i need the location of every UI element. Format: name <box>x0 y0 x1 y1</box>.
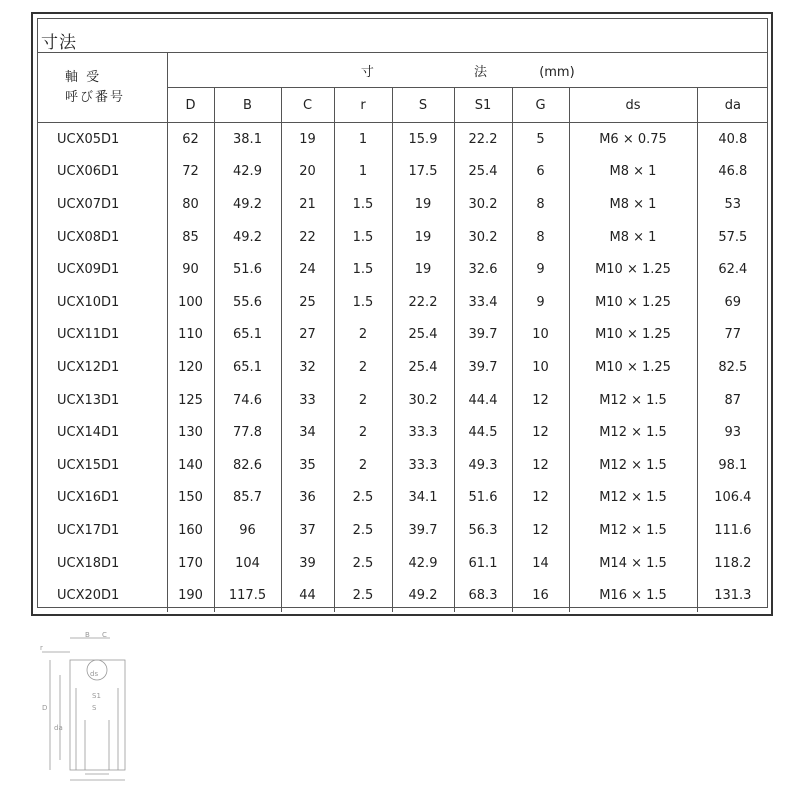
cell-s1: 33.4 <box>454 286 512 319</box>
cell-da: 46.8 <box>718 164 748 180</box>
bearing-drawing <box>30 630 140 790</box>
cell-d: 125 <box>167 384 214 417</box>
cell-r: 1.5 <box>334 221 392 254</box>
cell-s1: 61.1 <box>454 547 512 580</box>
drawing-label-ds: ds <box>90 670 99 678</box>
drawing-label-b: B <box>85 631 90 639</box>
column-header-da: da <box>697 88 768 123</box>
cell-r: 2.5 <box>334 579 392 612</box>
table-row <box>37 351 768 384</box>
cell-da: 40.8 <box>718 131 748 147</box>
cell-s1: 39.7 <box>454 351 512 384</box>
cell-g: 9 <box>512 286 569 319</box>
drawing-label-c: C <box>102 631 107 639</box>
column-header-s1: S1 <box>454 88 512 123</box>
cell-s1: 51.6 <box>454 482 512 515</box>
cell-ds: M12 × 1.5 <box>569 416 697 449</box>
cell-s: 19 <box>392 188 454 221</box>
bearing-number-cell: UCX14D1 <box>37 416 167 449</box>
cell-r: 2 <box>334 351 392 384</box>
cell-d: 190 <box>167 579 214 612</box>
cell-r: 2 <box>334 449 392 482</box>
cell-b: 42.9 <box>214 156 281 189</box>
cell-d: 90 <box>167 253 214 286</box>
drawing-label-r: r <box>40 644 43 652</box>
cell-g: 8 <box>512 188 569 221</box>
column-header-b: B <box>214 88 281 123</box>
unit-label: (mm) <box>539 64 575 80</box>
cell-da: 93 <box>724 425 742 441</box>
cell-b: 117.5 <box>214 579 281 612</box>
axis-header-line2: 呼び番号 <box>65 89 126 105</box>
bearing-number-cell: UCX05D1 <box>37 123 167 156</box>
cell-c: 25 <box>281 286 334 319</box>
table-row <box>37 416 768 449</box>
cell-da: 69 <box>724 294 742 310</box>
cell-ds: M8 × 1 <box>569 156 697 189</box>
cell-s1: 22.2 <box>454 123 512 156</box>
bearing-number-cell: UCX18D1 <box>37 547 167 580</box>
cell-ds: M10 × 1.25 <box>569 286 697 319</box>
bearing-number-cell: UCX11D1 <box>37 319 167 352</box>
cell-g: 12 <box>512 416 569 449</box>
cell-c: 27 <box>281 319 334 352</box>
drawing-label-s: S <box>92 704 97 712</box>
cell-d: 110 <box>167 319 214 352</box>
cell-c: 34 <box>281 416 334 449</box>
cell-da: 111.6 <box>714 522 752 538</box>
cell-d: 150 <box>167 482 214 515</box>
cell-ds: M10 × 1.25 <box>569 351 697 384</box>
dimension-header <box>167 53 768 88</box>
table-row <box>37 579 768 612</box>
cell-r: 2.5 <box>334 482 392 515</box>
table-row <box>37 449 768 482</box>
cell-s1: 44.5 <box>454 416 512 449</box>
table-row <box>37 188 768 221</box>
cell-b: 51.6 <box>214 253 281 286</box>
cell-g: 10 <box>512 319 569 352</box>
cell-g: 9 <box>512 253 569 286</box>
table-row <box>37 156 768 189</box>
cell-b: 55.6 <box>214 286 281 319</box>
bearing-number-cell: UCX09D1 <box>37 253 167 286</box>
cell-d: 140 <box>167 449 214 482</box>
column-header-ds: ds <box>569 88 697 123</box>
cell-s1: 49.3 <box>454 449 512 482</box>
cell-g: 8 <box>512 221 569 254</box>
table-row <box>37 514 768 547</box>
cell-r: 2 <box>334 416 392 449</box>
cell-r: 1.5 <box>334 188 392 221</box>
cell-da: 131.3 <box>714 588 752 604</box>
cell-g: 16 <box>512 579 569 612</box>
cell-s1: 56.3 <box>454 514 512 547</box>
cell-g: 6 <box>512 156 569 189</box>
cell-s: 22.2 <box>392 286 454 319</box>
cell-b: 65.1 <box>214 351 281 384</box>
column-header-s: S <box>392 88 454 123</box>
cell-r: 1.5 <box>334 253 392 286</box>
cell-d: 100 <box>167 286 214 319</box>
cell-b: 104 <box>214 547 281 580</box>
cell-d: 80 <box>167 188 214 221</box>
cell-r: 2 <box>334 384 392 417</box>
cell-ds: M8 × 1 <box>569 188 697 221</box>
cell-s: 42.9 <box>392 547 454 580</box>
column-header-g: G <box>512 88 569 123</box>
column-header-d: D <box>167 88 214 123</box>
cell-c: 21 <box>281 188 334 221</box>
table-row <box>37 221 768 254</box>
cell-r: 2 <box>334 319 392 352</box>
axis-header-line1: 軸 受 <box>65 69 102 85</box>
cell-ds: M12 × 1.5 <box>569 449 697 482</box>
cell-g: 12 <box>512 384 569 417</box>
bearing-number-cell: UCX10D1 <box>37 286 167 319</box>
cell-s: 17.5 <box>392 156 454 189</box>
cell-c: 44 <box>281 579 334 612</box>
bearing-number-header <box>37 53 167 123</box>
cell-da: 106.4 <box>714 490 752 506</box>
cell-c: 20 <box>281 156 334 189</box>
drawing-label-d: D <box>42 704 48 712</box>
cell-g: 12 <box>512 514 569 547</box>
table-row <box>37 547 768 580</box>
cell-r: 2.5 <box>334 547 392 580</box>
cell-s: 33.3 <box>392 449 454 482</box>
cell-c: 33 <box>281 384 334 417</box>
cell-da: 82.5 <box>718 359 748 375</box>
table-row <box>37 253 768 286</box>
cell-d: 85 <box>167 221 214 254</box>
cell-da: 118.2 <box>714 555 752 571</box>
cell-d: 130 <box>167 416 214 449</box>
cell-g: 12 <box>512 449 569 482</box>
table-row <box>37 384 768 417</box>
bearing-number-cell: UCX07D1 <box>37 188 167 221</box>
cell-g: 14 <box>512 547 569 580</box>
cell-b: 77.8 <box>214 416 281 449</box>
table-row <box>37 286 768 319</box>
cell-s: 25.4 <box>392 319 454 352</box>
section-title: 寸法 <box>41 33 77 53</box>
cell-g: 10 <box>512 351 569 384</box>
column-header-c: C <box>281 88 334 123</box>
cell-s1: 44.4 <box>454 384 512 417</box>
cell-da: 53 <box>724 196 742 212</box>
table-row <box>37 123 768 156</box>
bearing-number-cell: UCX12D1 <box>37 351 167 384</box>
cell-s1: 32.6 <box>454 253 512 286</box>
column-header-r: r <box>334 88 392 123</box>
cell-s: 49.2 <box>392 579 454 612</box>
dimension-label: 寸 法 <box>360 64 536 80</box>
table-row <box>37 319 768 352</box>
cell-s1: 25.4 <box>454 156 512 189</box>
cell-s: 33.3 <box>392 416 454 449</box>
cell-s1: 30.2 <box>454 221 512 254</box>
cell-g: 12 <box>512 482 569 515</box>
cell-b: 96 <box>214 514 281 547</box>
cell-c: 22 <box>281 221 334 254</box>
cell-da: 62.4 <box>718 262 748 278</box>
bearing-number-cell: UCX08D1 <box>37 221 167 254</box>
cell-b: 82.6 <box>214 449 281 482</box>
bearing-number-cell: UCX13D1 <box>37 384 167 417</box>
cell-s: 19 <box>392 221 454 254</box>
cell-d: 160 <box>167 514 214 547</box>
cell-c: 24 <box>281 253 334 286</box>
cell-s: 19 <box>392 253 454 286</box>
cell-ds: M12 × 1.5 <box>569 482 697 515</box>
cell-r: 2.5 <box>334 514 392 547</box>
cell-b: 38.1 <box>214 123 281 156</box>
cell-s: 15.9 <box>392 123 454 156</box>
drawing-label-da: da <box>54 724 63 732</box>
cell-s: 30.2 <box>392 384 454 417</box>
bearing-number-cell: UCX06D1 <box>37 156 167 189</box>
cell-ds: M6 × 0.75 <box>569 123 697 156</box>
cell-ds: M12 × 1.5 <box>569 514 697 547</box>
cell-d: 62 <box>167 123 214 156</box>
cell-ds: M12 × 1.5 <box>569 384 697 417</box>
cell-c: 36 <box>281 482 334 515</box>
cell-b: 49.2 <box>214 221 281 254</box>
cell-ds: M10 × 1.25 <box>569 319 697 352</box>
cell-b: 49.2 <box>214 188 281 221</box>
cell-d: 120 <box>167 351 214 384</box>
cell-da: 87 <box>724 392 742 408</box>
cell-s1: 39.7 <box>454 319 512 352</box>
cell-da: 77 <box>724 327 742 343</box>
cell-c: 19 <box>281 123 334 156</box>
cell-r: 1.5 <box>334 286 392 319</box>
cell-d: 170 <box>167 547 214 580</box>
cell-s1: 68.3 <box>454 579 512 612</box>
cell-b: 65.1 <box>214 319 281 352</box>
cell-g: 5 <box>512 123 569 156</box>
cell-b: 74.6 <box>214 384 281 417</box>
cell-r: 1 <box>334 156 392 189</box>
cell-da: 98.1 <box>718 457 748 473</box>
bearing-number-cell: UCX15D1 <box>37 449 167 482</box>
table-row <box>37 482 768 515</box>
cell-s: 39.7 <box>392 514 454 547</box>
cell-da: 57.5 <box>718 229 748 245</box>
cell-ds: M10 × 1.25 <box>569 253 697 286</box>
dimension-table <box>37 52 768 612</box>
cell-c: 32 <box>281 351 334 384</box>
cell-r: 1 <box>334 123 392 156</box>
cell-s: 25.4 <box>392 351 454 384</box>
cell-c: 39 <box>281 547 334 580</box>
cell-ds: M8 × 1 <box>569 221 697 254</box>
cell-ds: M14 × 1.5 <box>569 547 697 580</box>
bearing-number-cell: UCX20D1 <box>37 579 167 612</box>
bearing-number-cell: UCX16D1 <box>37 482 167 515</box>
cell-d: 72 <box>167 156 214 189</box>
drawing-label-s1: S1 <box>92 692 101 700</box>
bearing-number-cell: UCX17D1 <box>37 514 167 547</box>
cell-c: 35 <box>281 449 334 482</box>
cell-s1: 30.2 <box>454 188 512 221</box>
cell-s: 34.1 <box>392 482 454 515</box>
cell-ds: M16 × 1.5 <box>569 579 697 612</box>
cell-c: 37 <box>281 514 334 547</box>
cell-b: 85.7 <box>214 482 281 515</box>
